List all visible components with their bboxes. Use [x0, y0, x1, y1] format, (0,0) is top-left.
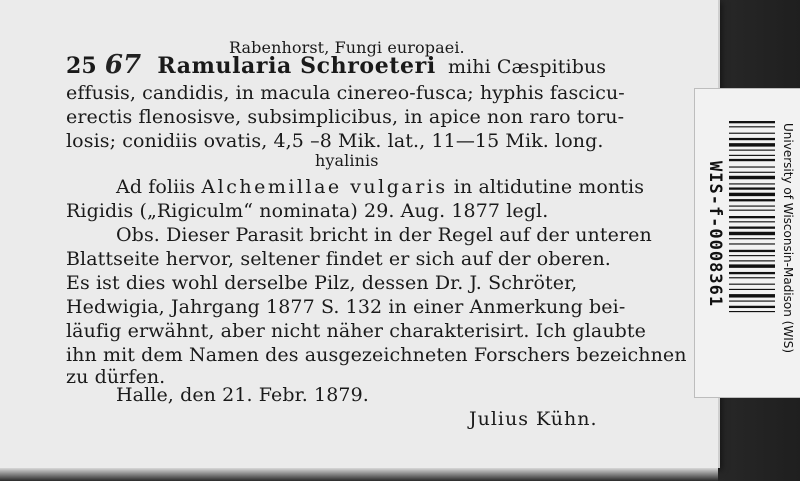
label-title-line: [66, 50, 607, 80]
habitat-suffix: in altidutine montis: [453, 176, 645, 198]
catalog-number: WIS-f-0008361: [705, 161, 725, 308]
collector-signature: Julius Kühn.: [469, 408, 598, 430]
specimen-number: 25: [66, 53, 97, 79]
observation-line: zu dürfen.: [66, 366, 166, 388]
handwritten-number: 67: [104, 50, 142, 80]
barcode-card: [694, 88, 800, 398]
description-line: losis; conidiis ovatis, 4,5 –8 Mik. lat., 11—15 Mik. long.: [66, 130, 604, 152]
habitat-line: [116, 176, 644, 198]
habitat-prefix: Ad foliis: [116, 176, 196, 198]
observation-line: Obs. Dieser Parasit bricht in der Regel auf der unteren: [116, 224, 652, 246]
host-taxon: Alchemillae vulgaris: [201, 176, 448, 198]
description-line: effusis, candidis, in macula cinereo-fusca; hyphis fascicu-: [66, 82, 625, 104]
description-line: erectis flenosisve, subsimplicibus, in apice non raro toru-: [66, 106, 625, 128]
observation-line: Es ist dies wohl derselbe Pilz, dessen Dr. J. Schröter,: [66, 272, 578, 294]
observation-line: ihn mit dem Namen des ausgezeichneten Forschers bezeichnen: [66, 344, 687, 366]
observation-line: Hedwigia, Jahrgang 1877 S. 132 in einer Anmerkung bei-: [66, 296, 626, 318]
description-line: hyalinis: [315, 151, 379, 170]
barcode: [729, 121, 775, 371]
habitat-line: Rigidis („Rigiculm“ nominata) 29. Aug. 1877 legl.: [66, 200, 549, 222]
label-header: Rabenhorst, Fungi europaei.: [229, 38, 465, 57]
place-date: Halle, den 21. Febr. 1879.: [116, 384, 369, 406]
species-name: Ramularia Schroeteri: [157, 53, 436, 79]
observation-line: Blattseite hervor, seltener findet er sich auf der oberen.: [66, 248, 611, 270]
institution-name: University of Wisconsin-Madison (WIS): [781, 123, 795, 354]
observation-line: läufig erwähnt, aber nicht näher charakterisirt. Ich glaubte: [66, 320, 647, 342]
description-start: mihi Cæspitibus: [447, 56, 607, 78]
